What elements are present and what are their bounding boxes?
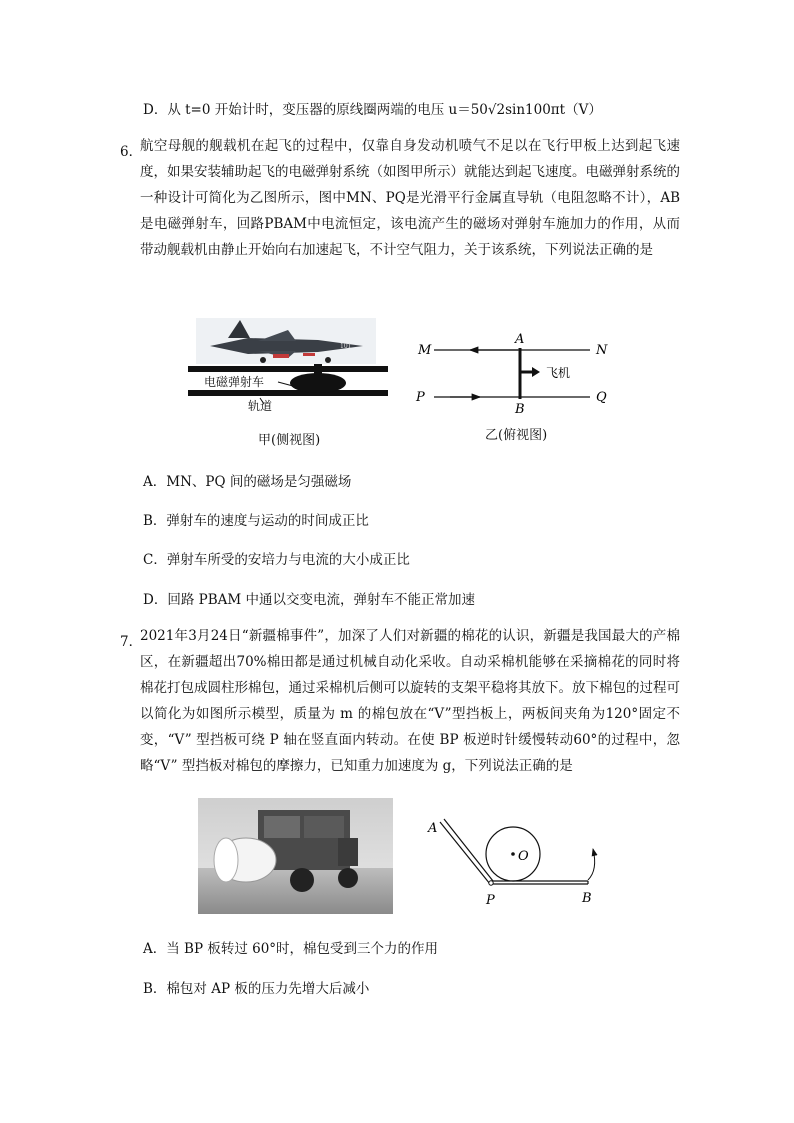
catapult-side-view-diagram [188, 316, 388, 411]
svg-text:飞机: 飞机 [546, 366, 571, 380]
figure-yi-caption: 乙(俯视图) [485, 428, 548, 443]
q6-option-b: B．弹射车的速度与运动的时间成正比 [143, 513, 369, 529]
q6-option-c: C．弹射车所受的安培力与电流的大小成正比 [143, 552, 410, 568]
figure-jia-caption: 甲(侧视图) [258, 433, 321, 448]
svg-text:B: B [582, 891, 592, 906]
svg-text:P: P [486, 893, 495, 908]
figure-jia [188, 316, 388, 411]
q5-option-d: D．从 t=0 开始计时，变压器的原线圈两端的电压 u＝50√2sin100πt（V） [143, 102, 602, 118]
q7-number: 7． [120, 634, 143, 650]
svg-text:A: A [515, 332, 525, 347]
q6-option-a: A．MN、PQ 间的磁场是匀强磁场 [143, 474, 352, 490]
q7-stem: 2021年3月24日“新疆棉事件”，加深了人们对新疆的棉花的认识，新疆是我国最大的产棉区，在新疆超出70%棉田都是通过机械自动化采收。自动采棉机能够在采摘棉花的同时将棉花打包成圆柱形棉包，通过采棉机后侧可以旋转的支架平稳将其放下。放下棉包的过程可以简化为如图所示模型，质量为 m 的棉包放在“V”型挡板上，两板间夹角为120°固定不变，“V” 型挡板可绕 P 轴在竖直面内转动。在使 BP 板逆时针缓慢转动60°的过程中，忽略“V” 型挡板对棉包的摩擦力，已知重力加速度为 g，下列说法正确的是 [140, 628, 680, 774]
rail-top-view-diagram [410, 330, 620, 415]
q6-number: 6． [120, 144, 143, 160]
q6-stem: 航空母舰的舰载机在起飞的过程中，仅靠自身发动机喷气不足以在飞行甲板上达到起飞速度，如果安装辅助起飞的电磁弹射系统（如图甲所示）就能达到起飞速度。电磁弹射系统的一种设计可简化为乙图所示，图中MN、PQ是光滑平行金属直导轨（电阻忽略不计），AB是电磁弹射车，回路PBAM中电流恒定，该电流产生的磁场对弹射车施加力的作用，从而带动舰载机由静止开始向右加速起飞，不计空气阻力，关于该系统，下列说法正确的是 [140, 138, 680, 258]
svg-text:A: A [428, 821, 438, 836]
svg-text:M: M [418, 343, 432, 358]
svg-text:B: B [515, 402, 525, 415]
svg-text:P: P [416, 390, 425, 405]
figure-yi [410, 330, 620, 415]
svg-text:电磁弹射车: 电磁弹射车 [204, 375, 265, 389]
q7-v-plate-diagram [420, 812, 610, 912]
svg-text:101: 101 [340, 343, 352, 350]
svg-text:轨道: 轨道 [248, 399, 273, 411]
cotton-harvester-photo [198, 798, 393, 914]
svg-text:N: N [596, 343, 608, 358]
q7-option-a: A．当 BP 板转过 60°时，棉包受到三个力的作用 [143, 941, 439, 957]
q7-option-b: B．棉包对 AP 板的压力先增大后减小 [143, 981, 370, 997]
svg-text:Q: Q [596, 390, 607, 405]
svg-text:O: O [518, 849, 529, 864]
q6-option-d: D．回路 PBAM 中通以交变电流，弹射车不能正常加速 [143, 592, 475, 608]
